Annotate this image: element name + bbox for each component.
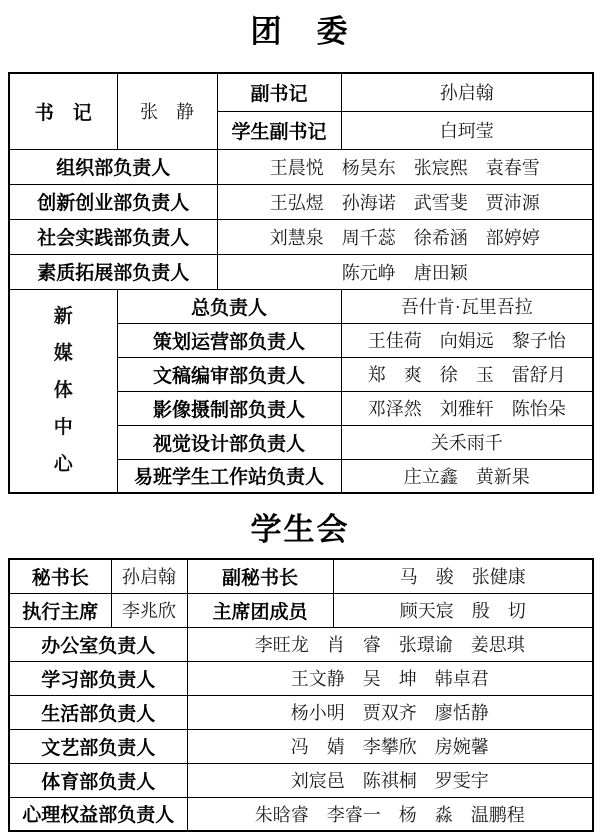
dept-label: 创新创业部负责人 <box>9 184 217 219</box>
student-deputy-secretary-label: 学生副书记 <box>217 111 341 149</box>
dept-label: 学习部负责人 <box>9 661 187 695</box>
media-dept-label: 影像摄制部负责人 <box>117 391 341 425</box>
league-title: 团 委 <box>250 14 350 49</box>
role-label: 秘书长 <box>9 559 111 593</box>
dept-label: 生活部负责人 <box>9 695 187 729</box>
media-dept-label: 视觉设计部负责人 <box>117 425 341 459</box>
group-label: 副秘书长 <box>187 559 333 593</box>
table-row <box>9 289 593 323</box>
dept-names: 朱晗睿 李睿一 杨 淼 温鹏程 <box>187 797 593 831</box>
table-row <box>9 661 593 695</box>
table-row <box>9 763 593 797</box>
dept-names: 王弘煜 孙海诺 武雪斐 贾沛源 <box>217 184 593 219</box>
media-dept-label: 总负责人 <box>117 289 341 323</box>
dept-label: 文艺部负责人 <box>9 729 187 763</box>
dept-label: 办公室负责人 <box>9 627 187 661</box>
dept-label: 体育部负责人 <box>9 763 187 797</box>
media-dept-names: 郑 爽 徐 玉 雷舒月 <box>341 357 593 391</box>
deputy-secretary-names: 孙启翰 <box>341 73 593 111</box>
dept-names: 冯 婧 李攀欣 房婉馨 <box>187 729 593 763</box>
dept-names: 李旺龙 肖 睿 张璟谕 姜思琪 <box>187 627 593 661</box>
table-row <box>9 184 593 219</box>
student-deputy-secretary-names: 白珂莹 <box>341 111 593 149</box>
dept-label: 素质拓展部负责人 <box>9 254 217 289</box>
media-dept-names: 邓泽然 刘雅轩 陈怡朵 <box>341 391 593 425</box>
dept-label: 组织部负责人 <box>9 149 217 184</box>
role-name: 孙启翰 <box>111 559 187 593</box>
dept-label: 社会实践部负责人 <box>9 219 217 254</box>
media-dept-names: 庄立鑫 黄新果 <box>341 459 593 493</box>
role-name: 李兆欣 <box>111 593 187 627</box>
media-dept-label: 文稿编审部负责人 <box>117 357 341 391</box>
media-dept-label: 策划运营部负责人 <box>117 323 341 357</box>
deputy-secretary-label: 副书记 <box>217 73 341 111</box>
dept-names: 陈元峥 唐田颖 <box>217 254 593 289</box>
media-dept-names: 王佳荷 向娟远 黎子怡 <box>341 323 593 357</box>
media-dept-names: 关禾雨千 <box>341 425 593 459</box>
media-dept-label: 易班学生工作站负责人 <box>117 459 341 493</box>
union-table <box>8 558 594 832</box>
dept-names: 王文静 吴 坤 韩卓君 <box>187 661 593 695</box>
table-row <box>9 254 593 289</box>
role-label: 执行主席 <box>9 593 111 627</box>
union-title: 学生会 <box>250 512 350 547</box>
secretary-label: 书 记 <box>9 73 117 149</box>
secretary-name: 张 静 <box>117 73 217 149</box>
new-media-center-vertical-text: 新媒体中心 <box>53 306 73 476</box>
league-table <box>8 72 594 494</box>
dept-label: 心理权益部负责人 <box>9 797 187 831</box>
dept-names: 杨小明 贾双齐 廖恬静 <box>187 695 593 729</box>
group-label: 主席团成员 <box>187 593 333 627</box>
dept-names: 刘宸邑 陈祺桐 罗雯宇 <box>187 763 593 797</box>
table-row <box>9 797 593 831</box>
media-dept-names: 吾什肯·瓦里吾拉 <box>341 289 593 323</box>
dept-names: 刘慧泉 周千蕊 徐希涵 部婷婷 <box>217 219 593 254</box>
league-header-row-1 <box>9 73 593 111</box>
dept-names: 王晨悦 杨昊东 张宸熙 袁春雪 <box>217 149 593 184</box>
table-row <box>9 219 593 254</box>
group-names: 马 骏 张健康 <box>333 559 593 593</box>
new-media-center-label <box>9 289 117 493</box>
group-names: 顾天宸 殷 切 <box>333 593 593 627</box>
table-row <box>9 627 593 661</box>
table-row <box>9 729 593 763</box>
table-row <box>9 695 593 729</box>
union-leader-row <box>9 593 593 627</box>
table-row <box>9 149 593 184</box>
union-leader-row <box>9 559 593 593</box>
